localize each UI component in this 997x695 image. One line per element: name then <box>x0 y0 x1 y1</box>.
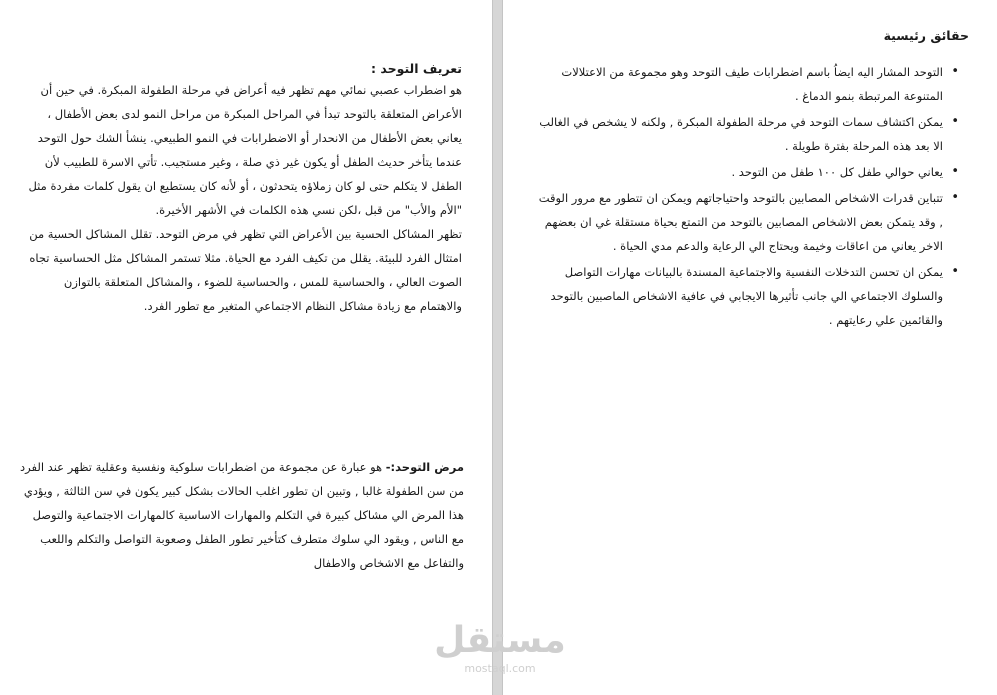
definition-title: تعريف التوحد : <box>371 61 462 76</box>
left-page <box>0 0 492 695</box>
watermark-url: mostaql.com <box>464 662 536 675</box>
list-item: • يمكن ان تحسن التدخلات النفسية والاجتماعية المسندة بالبيانات مهارات التواصل والسلوك الاجتماعي الي جانب تأثيرها الايجابي في عافية الاشخاص الماصبين بالتوحد والقائمين علي رعايتهم . <box>533 260 943 332</box>
disease-text: هو عبارة عن مجموعة من اضطرابات سلوكية ونفسية وعقلية تظهر عند الفرد من سن الطفولة غالبا , وتبين ان تطور اغلب الحالات بشكل كبير يكون في سن الثالثة , ويؤدي هذا المرض الي مشاكل كبيرة في التكلم والمهارات الاساسية كالمهارات الاجتماعية والتوصل مع الناس , ويقود الي سلوك متطرف كتأخير تطور الطفل وصعوبة التواصل والتكلم واللعب والتفاعل مع الاشخاص والاطفال <box>20 460 464 570</box>
definition-paragraph-2: تظهر المشاكل الحسية بين الأعراض التي تظهر في مرض التوحد. تقلل المشاكل الحسية من امتثال الفرد للبيئة. يقلل من تكيف الفرد مع الحياة. مثلا تستمر المشاكل مثل الحساسية تجاه الصوت العالي ، والحساسية للمس ، والحساسية للضوء ، والمشاكل المتعلقة بالتوازن والاهتمام مع زيادة مشاكل النظام الاجتماعي المتغير مع تطور الفرد. <box>29 227 462 313</box>
facts-title: حقائق رئيسية <box>883 28 969 43</box>
list-item: • تتباين قدرات الاشخاص المصابين بالتوحد واحتياجاتهم ويمكن ان تتطور مع مرور الوقت , وقد يتمكن بعض الاشخاص المصابين بالتوحد من التمتع بحياة مستقلة غي ان بعضهم الاخر يعاني من اعاقات وخيمة ويحتاج الي الرعاية والدعم مدي الحياة . <box>533 186 943 258</box>
disease-section <box>20 455 464 575</box>
facts-list <box>533 60 957 334</box>
disease-paragraph <box>20 455 464 575</box>
definition-section <box>22 60 462 318</box>
mostaql-watermark <box>430 620 570 680</box>
list-item: • التوحد المشار اليه ايضاُ باسم اضطرابات طيف التوحد وهو مجموعة من الاعتلالات المتنوعة المرتبطة بنمو الدماغ . <box>533 60 943 108</box>
watermark-logo: مستقل <box>434 620 566 661</box>
definition-paragraph-1: هو اضطراب عصبي نمائي مهم تظهر فيه أعراض في مرحلة الطفولة المبكرة. في حين أن الأعراض المتعلقة بالتوحد تبدأ في المراحل المبكرة من مراحل النمو لدى بعض الأطفال ، يعاني بعض الأطفال من الانحدار أو الاضطرابات في النمو الطبيعي. ينشأ الشك حول التوحد عندما يتأخر حديث الطفل أو يكون غير ذي صلة ، وغير مستجيب. تأتي الاسرة للطبيب لأن الطفل لا يتكلم حتى لو كان زملاؤه يتحدثون ، أو لأنه كان يستطيع ان يقول كلمات مفردة مثل "الأم والأب" من قبل ،لكن نسي هذه الكلمات في الأشهر الأخيرة. <box>28 83 462 217</box>
disease-title: مرض التوحد:- <box>385 460 464 474</box>
right-page <box>503 0 997 695</box>
page-gutter <box>492 0 503 695</box>
list-item: • يمكن اكتشاف سمات التوحد في مرحلة الطفولة المبكرة , ولكنه لا يشخص في الغالب الا بعد هذه المرحلة بفترة طويلة . <box>533 110 943 158</box>
list-item: • يعاني حوالي طفل كل ١٠٠ طفل من التوحد . <box>533 160 943 184</box>
